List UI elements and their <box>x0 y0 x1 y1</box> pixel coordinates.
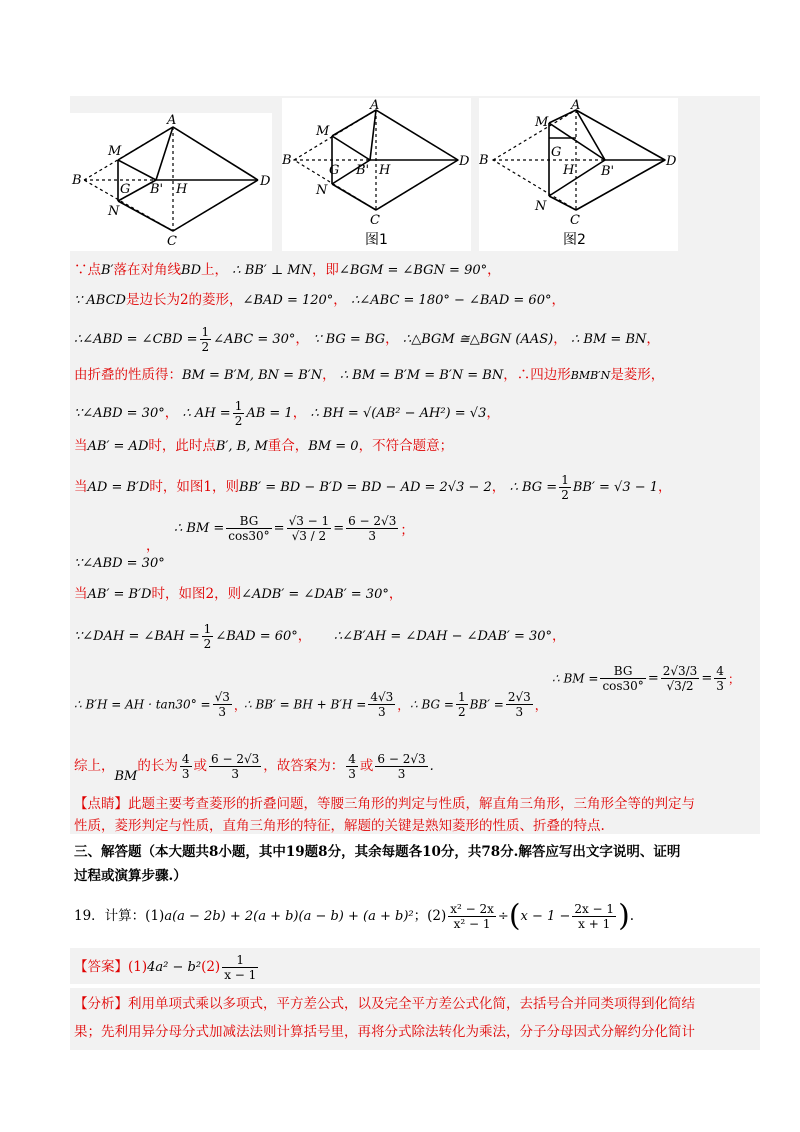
fig0-label-A: A <box>167 113 177 128</box>
math: B′, B, M <box>215 439 268 454</box>
text: 当 <box>74 586 88 602</box>
text: 或 <box>359 758 374 774</box>
text: ， <box>322 367 336 383</box>
math: BB′ = BD − B′D = BD − AD = 2√3 − 2 <box>239 480 492 495</box>
denominator: 2 <box>457 705 466 719</box>
fig2-caption: 图2 <box>563 232 586 248</box>
numerator: 4 <box>716 664 724 678</box>
math: ∴ BB′ ⊥ MN <box>232 263 312 278</box>
bm-expression <box>174 514 414 543</box>
denominator: 3 <box>515 705 524 719</box>
denominator: 3 <box>348 767 356 781</box>
text: ， <box>146 538 160 554</box>
fig1-label-H: H <box>379 163 391 178</box>
denominator: cos30° <box>602 679 644 693</box>
math: ∴ BG = <box>509 480 558 495</box>
denominator: 3 <box>218 705 227 719</box>
text: ， <box>551 292 565 308</box>
solution-line-9 <box>74 584 764 605</box>
fraction <box>375 752 427 781</box>
text: 果；先利用异分母分式加减法法则计算括号里，再将分式除法转化为乘法，分子分母因式分解约分化简计 <box>74 1024 695 1040</box>
fig2-label-M: M <box>535 115 549 130</box>
analysis-tag: 【分析】 <box>74 996 128 1012</box>
numerator: 2√3/3 <box>662 664 698 678</box>
answer-tag: 【答案】 <box>74 959 128 975</box>
text: ，即 <box>311 262 339 278</box>
math: BM = 0 <box>308 439 359 454</box>
text: ； <box>727 671 741 687</box>
fig0-label-M: M <box>108 144 122 159</box>
text: 性质，菱形判定与性质，直角三角形的特征，解题的关键是熟知菱形的性质、折叠的特点. <box>74 818 605 834</box>
fraction <box>600 664 645 693</box>
section-title: 三、解答题 <box>74 844 142 860</box>
text: ∵点 <box>74 262 101 278</box>
fraction <box>287 514 332 543</box>
math: ∠ABC = 30° <box>213 332 296 347</box>
fig1-label-G: G <box>329 163 340 178</box>
math: ∠BGM = ∠BGN = 90° <box>338 263 488 278</box>
fig2-label-D: D <box>666 154 677 169</box>
math: ∴ BB′ = BH + B′H = <box>244 697 367 712</box>
math: BD <box>181 263 201 278</box>
text: ， <box>333 292 347 308</box>
math: BB′ = √3 − 1 <box>572 480 659 495</box>
text: ， <box>646 331 660 347</box>
numerator: BG <box>600 664 645 679</box>
math: ∴ BM = BN <box>571 332 647 347</box>
math: ∠ADB′ = ∠DAB′ = 30° <box>241 587 389 602</box>
text: ∴四边形 <box>516 367 571 383</box>
fig1-label-M: M <box>316 124 330 139</box>
numerator: 1 <box>222 953 258 968</box>
text: 时，此时点 <box>148 438 216 454</box>
numerator: 1 <box>234 399 243 413</box>
denominator: 3 <box>397 767 406 781</box>
question-19 <box>74 896 764 936</box>
math: x − 1 − <box>520 909 571 924</box>
numerator: 1 <box>201 325 210 339</box>
fig0-label-D: D <box>260 174 271 189</box>
fraction <box>213 690 232 719</box>
fig1-label-C: C <box>370 213 380 228</box>
text: 综上， <box>74 758 115 774</box>
text: ， <box>486 405 500 421</box>
math: AB′ = AD <box>87 439 149 454</box>
figure-2-svg <box>479 98 678 251</box>
solution-line-4 <box>74 365 764 386</box>
fig0-label-H: H <box>176 182 188 197</box>
text: ； <box>400 522 414 539</box>
math: BM <box>114 769 138 784</box>
bg-expr <box>410 690 547 719</box>
text: ， <box>487 262 501 278</box>
fraction <box>506 690 533 719</box>
bb-expr <box>244 690 410 719</box>
fig1-label-D: D <box>459 154 470 169</box>
math: = <box>647 671 659 686</box>
math: ∴ BG = <box>410 697 454 712</box>
fig2-label-A: A <box>571 98 581 113</box>
math: BM = B′M, BN = B′N <box>182 368 323 383</box>
text: ， <box>503 367 517 383</box>
solution-line-10 <box>74 616 764 656</box>
text: ，不符合题意； <box>358 438 454 454</box>
numerator: √3 − 1 <box>288 514 330 528</box>
text: 由折叠的性质得： <box>74 367 182 383</box>
answer-line <box>74 952 764 982</box>
text: ， <box>534 697 548 713</box>
fig0-label-C: C <box>167 234 177 249</box>
math: ∴∠B′AH = ∠DAH − ∠DAB′ = 30° <box>333 629 553 644</box>
fraction <box>714 664 726 693</box>
math: AB = 1 <box>246 406 293 421</box>
math: B′ <box>101 263 114 278</box>
math: ∵∠ABD = 30° <box>74 406 165 421</box>
math: AD = B′D <box>87 480 150 495</box>
solution-line-11 <box>74 660 764 736</box>
fraction <box>448 902 496 931</box>
text: 重合， <box>267 438 309 454</box>
math: ∵∠DAH = ∠BAH = <box>74 629 200 644</box>
text: 时，如图1，则 <box>149 479 239 495</box>
text: ， <box>491 479 506 495</box>
math: ∴∠ABC = 180° − ∠BAD = 60° <box>351 293 552 308</box>
text: ， <box>397 697 410 713</box>
text: 当 <box>74 438 88 454</box>
text: ， <box>385 331 399 347</box>
section-desc: （本大题共8小题，其中19题8分，其余每题各10分，共78分.解答应写出文字说明、证明 <box>141 844 681 860</box>
math: AB′ = B′D <box>87 587 152 602</box>
numerator: 6 − 2√3 <box>348 514 397 528</box>
text: ， <box>164 405 179 421</box>
solution-line-14 <box>74 816 764 836</box>
fig1-label-Bp: B' <box>356 163 370 178</box>
numerator: √3 <box>214 690 230 704</box>
text: 的长为 <box>137 758 178 774</box>
bm-expr-2 <box>552 664 740 693</box>
paren: ( <box>508 898 521 934</box>
fig2-label-Bp: B' <box>601 164 615 179</box>
math: = <box>273 521 285 536</box>
numerator: 4√3 <box>370 690 394 704</box>
denominator: 2 <box>201 340 210 354</box>
fig2-label-C: C <box>570 213 580 228</box>
denominator: 3 <box>231 767 239 781</box>
fraction <box>200 325 212 354</box>
fig0-label-B: B <box>72 173 82 188</box>
math: BMB′N <box>570 369 611 382</box>
math: = <box>333 521 345 536</box>
math: ∴ AH = <box>182 406 231 421</box>
fig1-label-A: A <box>370 98 380 113</box>
text: ， <box>388 586 403 602</box>
numerator: BG <box>226 514 271 529</box>
text: 此题主要考查菱形的折叠问题，等腰三角形的判定与性质，解直角三角形，三角形全等的判定与 <box>128 796 695 812</box>
fig0-label-N: N <box>108 204 120 219</box>
bh-expr <box>74 690 246 719</box>
fraction <box>559 473 571 502</box>
math: ∴ BM = B′M = B′N = BN <box>339 368 504 383</box>
fig1-label-B: B <box>282 153 292 168</box>
fig2-label-G: G <box>551 145 562 160</box>
math: ∵∠ABD = 30° <box>74 556 165 571</box>
numerator: 2x − 1 <box>574 902 615 916</box>
fraction <box>209 752 261 781</box>
solution-line-2 <box>74 290 764 311</box>
text: ， <box>552 628 566 644</box>
denominator: √3/2 <box>666 679 694 693</box>
denominator: 3 <box>181 767 190 781</box>
solution-line-8 <box>74 510 764 572</box>
solution-line-13 <box>74 794 764 814</box>
section-header <box>74 842 764 862</box>
numerator: x² − 2x <box>450 902 494 916</box>
figure-rhombus-1 <box>282 98 471 251</box>
math: ∴ B′H = AH · tan30° = <box>74 697 211 712</box>
text: 是菱形， <box>610 367 665 383</box>
math: a(a − 2b) + 2(a + b)(a − b) + (a + b)² <box>164 909 414 924</box>
text: . <box>629 908 635 924</box>
analysis-line-1 <box>74 994 764 1014</box>
fraction <box>233 399 245 428</box>
section-desc-2: 过程或演算步骤.） <box>74 868 187 884</box>
figure-rhombus-2 <box>479 98 678 251</box>
fraction <box>180 752 192 781</box>
denominator: x − 1 <box>224 968 257 982</box>
question-label: 19．计算：(1) <box>74 908 165 924</box>
figure-1-svg <box>282 98 471 251</box>
text: ， <box>295 331 309 347</box>
math: ∠BAD = 120° <box>242 293 334 308</box>
paren: ) <box>618 898 630 934</box>
text: 落在对角线 <box>113 262 182 278</box>
math: . <box>429 759 434 774</box>
denominator: √3 / 2 <box>291 529 327 543</box>
text: 当 <box>74 479 88 495</box>
numerator: 6 − 2√3 <box>377 752 426 766</box>
section-header-2 <box>74 866 764 886</box>
solution-line-3 <box>74 322 764 356</box>
math: ∴∠ABD = ∠CBD = <box>74 332 198 347</box>
fig1-label-N: N <box>316 183 328 198</box>
figure-rhombus-0 <box>70 113 272 251</box>
denominator: x + 1 <box>578 917 611 931</box>
denominator: 2 <box>561 488 569 502</box>
numerator: 2√3 <box>507 690 531 704</box>
denominator: 3 <box>377 705 386 719</box>
figure-0-svg <box>70 113 272 251</box>
solution-line-1 <box>74 260 764 281</box>
math: ∵ BG = BG <box>313 332 386 347</box>
numerator: 4 <box>181 752 190 766</box>
text: ，故答案为： <box>263 758 345 774</box>
numerator: 1 <box>457 690 466 704</box>
text: (2) <box>427 908 447 924</box>
denominator: 2 <box>234 414 243 428</box>
numerator: 1 <box>203 622 212 636</box>
text: ， <box>233 697 247 713</box>
fraction <box>202 622 214 651</box>
math: ∴ BM = <box>552 671 599 686</box>
text: 或 <box>193 758 208 774</box>
solution-line-6 <box>74 436 764 457</box>
fraction <box>572 902 616 931</box>
text: 上， <box>201 262 228 278</box>
numerator: 6 − 2√3 <box>211 752 260 766</box>
text: ， <box>292 405 307 421</box>
text: 时，如图2，则 <box>151 586 242 602</box>
fraction <box>456 690 468 719</box>
math: BB′ = <box>469 697 504 712</box>
fig1-caption: 图1 <box>365 232 388 248</box>
math: ∴ BM = <box>174 521 225 536</box>
fraction <box>226 514 271 543</box>
text: 利用单项式乘以多项式，平方差公式，以及完全平方差公式化简，去括号合并同类项得到化简结 <box>128 996 695 1012</box>
fig2-label-B: B <box>479 153 489 168</box>
numerator: 1 <box>561 473 569 487</box>
math: = <box>701 671 713 686</box>
fig2-label-H: H <box>563 163 575 178</box>
fig0-label-G: G <box>120 182 131 197</box>
solution-line-12 <box>74 746 764 786</box>
denominator: cos30° <box>228 529 270 543</box>
math: ∠BAD = 60° <box>215 629 298 644</box>
math: ÷ <box>497 909 509 924</box>
text: ， <box>658 479 672 495</box>
math: 4a² − b² <box>147 960 202 975</box>
fraction <box>368 690 395 719</box>
denominator: x² − 1 <box>453 917 491 931</box>
analysis-line-2 <box>74 1022 764 1042</box>
denominator: 3 <box>368 529 377 543</box>
solution-line-5 <box>74 396 764 430</box>
tag-dianjing: 【点睛】 <box>74 796 128 812</box>
math: ∵ ABCD <box>74 293 126 308</box>
text: 是边长为2的菱形， <box>125 292 243 308</box>
text: (1) <box>128 959 148 975</box>
text: ； <box>413 908 428 924</box>
text: (2) <box>201 959 221 975</box>
denominator: 2 <box>203 637 212 651</box>
text: ， <box>553 331 567 347</box>
fig0-label-Bp: B' <box>150 182 164 197</box>
math: ∴ BH = √(AB² − AH²) = √3 <box>310 406 487 421</box>
solution-line-7 <box>74 470 764 504</box>
fraction <box>222 953 258 982</box>
numerator: 4 <box>348 752 356 766</box>
denominator: 3 <box>716 679 724 693</box>
fraction <box>346 752 358 781</box>
math: ∴△BGM ≅△BGN (AAS) <box>402 332 554 347</box>
fig2-label-N: N <box>535 199 547 214</box>
fraction <box>346 514 398 543</box>
fraction <box>661 664 700 693</box>
text: ， <box>297 628 312 644</box>
